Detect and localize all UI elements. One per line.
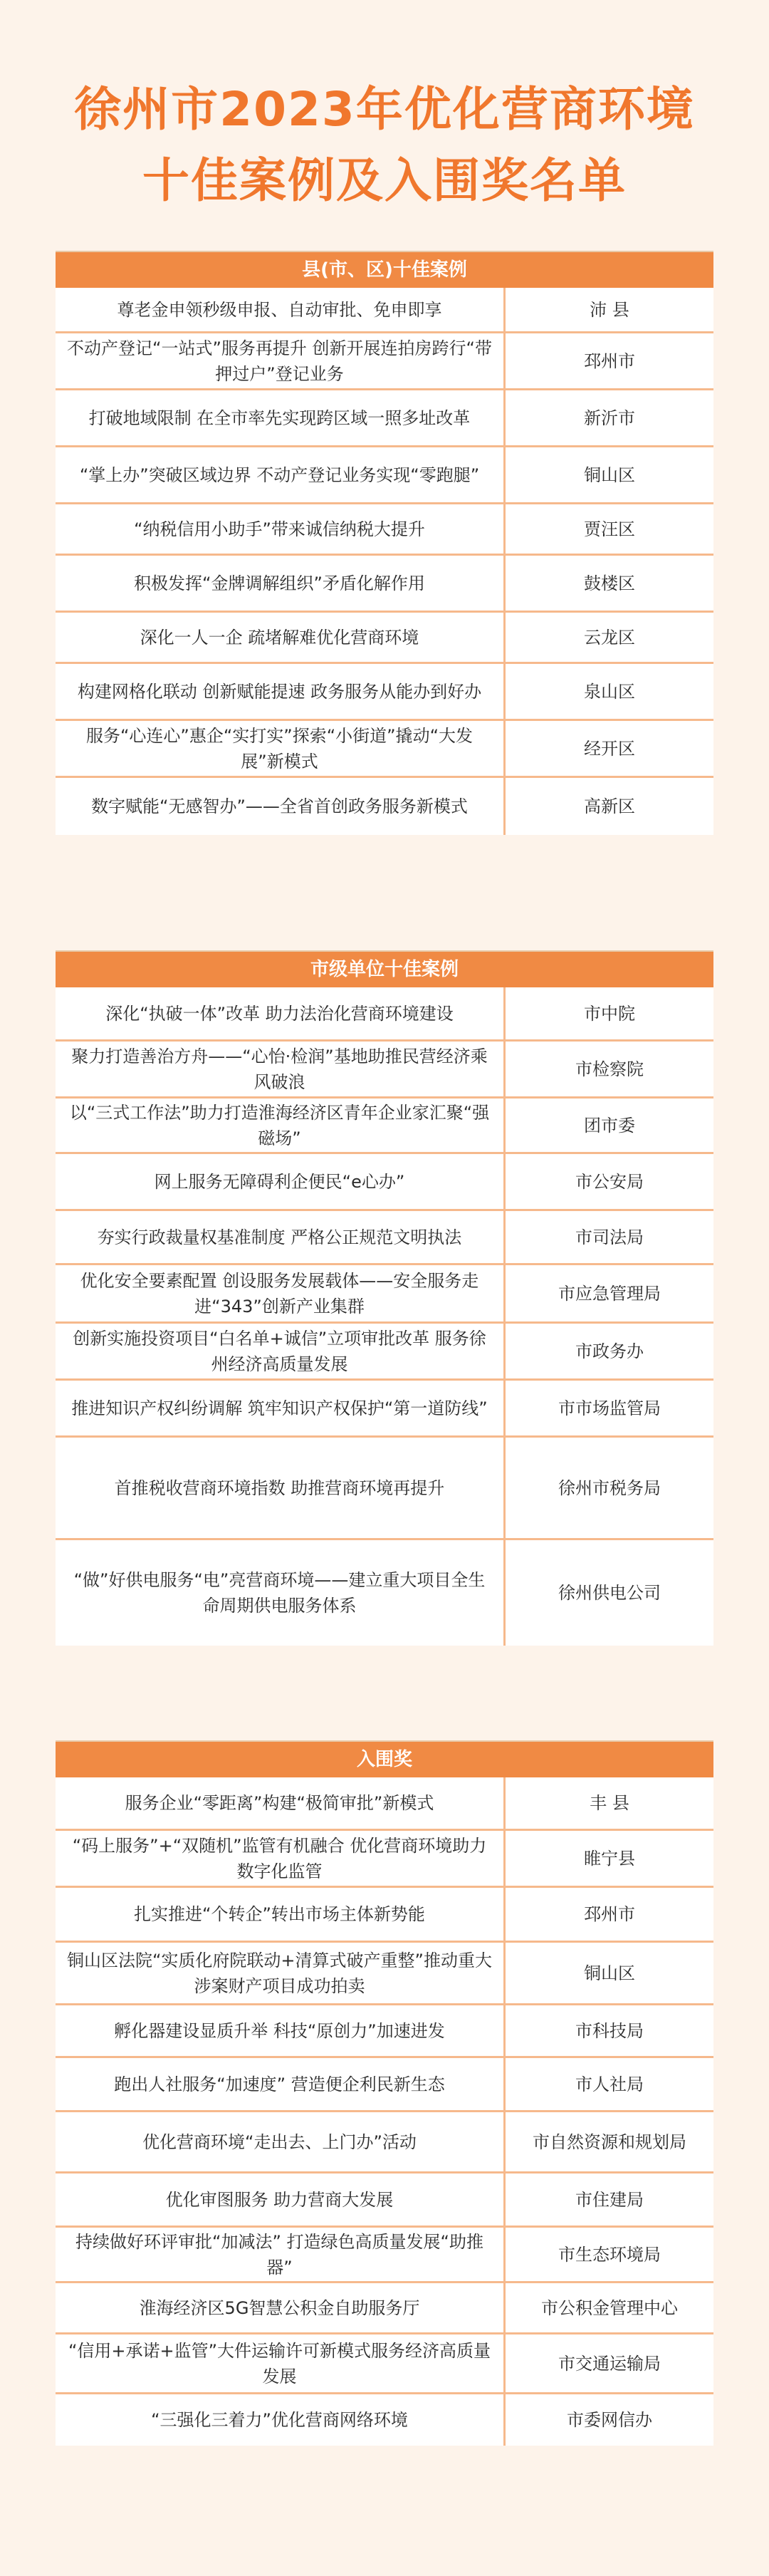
table-row — [56, 613, 713, 664]
table-row — [56, 504, 713, 556]
unit-name-cell: 市司法局 — [575, 1227, 644, 1247]
unit-name-cell: 沛 县 — [590, 299, 629, 320]
table-row — [56, 987, 713, 1042]
unit-name-cell: 市自然资源和规划局 — [533, 2131, 686, 2152]
table-row — [56, 2005, 713, 2058]
case-title-cell: 网上服务无障碍利企便民“e心办” — [56, 1154, 506, 1209]
case-title-cell: 优化营商环境“走出去、上门办”活动 — [56, 2112, 506, 2171]
unit-name-cell: 市交通运输局 — [558, 2353, 661, 2374]
page-title-line1: 徐州市2023年优化营商环境 — [74, 82, 695, 137]
case-title-cell: “纳税信用小助手”带来诚信纳税大提升 — [56, 504, 506, 554]
table-row — [56, 778, 713, 835]
case-title-cell: 服务“心连心”惠企“实打实”探索“小街道”撬动“大发展”新模式 — [56, 721, 506, 776]
table-row — [56, 721, 713, 778]
unit-name-cell: 云龙区 — [584, 627, 635, 648]
unit-name-cell: 邳州市 — [584, 1904, 635, 1924]
table-row — [56, 1438, 713, 1540]
unit-name-cell: 铜山区 — [584, 464, 635, 485]
unit-name-cell: 市检察院 — [575, 1059, 644, 1079]
unit-name-cell: 市市场监管局 — [558, 1398, 661, 1418]
case-title-cell: 服务企业“零距离”构建“极简审批”新模式 — [56, 1777, 506, 1829]
case-title-cell: 持续做好环评审批“加减法” 打造绿色高质量发展“助推器” — [56, 2228, 506, 2281]
table-row — [56, 1777, 713, 1831]
table-row — [56, 2334, 713, 2394]
table-row — [56, 2228, 713, 2283]
unit-name-cell: 丰 县 — [590, 1793, 629, 1813]
unit-name-cell: 贾汪区 — [584, 519, 635, 539]
section-header: 县(市、区)十佳案例 — [56, 252, 713, 288]
table-row — [56, 2283, 713, 2334]
case-title-cell: 首推税收营商环境指数 助推营商环境再提升 — [56, 1438, 506, 1538]
case-title-cell: 数字赋能“无感智办”——全省首创政务服务新模式 — [56, 778, 506, 835]
case-title-cell: 不动产登记“一站式”服务再提升 创新开展连拍房跨行“带押过户”登记业务 — [56, 333, 506, 388]
case-title-cell: 铜山区法院“实质化府院联动+清算式破产重整”推动重大涉案财产项目成功拍卖 — [56, 1943, 506, 2003]
table-row — [56, 1042, 713, 1099]
unit-name-cell: 市中院 — [584, 1003, 635, 1024]
unit-name-cell: 市应急管理局 — [558, 1283, 661, 1304]
case-title-cell: 以“三式工作法”助力打造淮海经济区青年企业家汇聚“强磁场” — [56, 1099, 506, 1152]
case-title-cell: 淮海经济区5G智慧公积金自助服务厅 — [56, 2283, 506, 2332]
unit-name-cell: 泉山区 — [584, 681, 635, 702]
case-title-cell: “信用+承诺+监管”大件运输许可新模式服务经济高质量发展 — [56, 2334, 506, 2392]
table-row — [56, 390, 713, 447]
unit-name-cell: 鼓楼区 — [584, 573, 635, 593]
case-title-cell: 创新实施投资项目“白名单+诚信”立项审批改革 服务徐州经济高质量发展 — [56, 1324, 506, 1378]
unit-name-cell: 市政务办 — [575, 1341, 644, 1361]
unit-name-cell: 市住建局 — [575, 2189, 644, 2210]
case-title-cell: 优化安全要素配置 创设服务发展载体——安全服务走进“343”创新产业集群 — [56, 1265, 506, 1321]
unit-name-cell: 徐州供电公司 — [558, 1583, 661, 1603]
case-title-cell: 打破地域限制 在全市率先实现跨区域一照多址改革 — [56, 390, 506, 445]
table-row — [56, 1943, 713, 2005]
unit-name-cell: 市公安局 — [575, 1171, 644, 1192]
unit-name-cell: 邳州市 — [584, 350, 635, 371]
section-shortlist-awards — [56, 1740, 713, 2446]
case-title-cell: 优化审图服务 助力营商大发展 — [56, 2174, 506, 2226]
case-title-cell: “码上服务”+“双随机”监管有机融合 优化营商环境助力数字化监管 — [56, 1831, 506, 1886]
table-row — [56, 1265, 713, 1324]
unit-name-cell: 高新区 — [584, 796, 635, 816]
case-title-cell: 构建网格化联动 创新赋能提速 政务服务从能办到好办 — [56, 664, 506, 719]
table-row — [56, 2112, 713, 2174]
case-title-cell: “掌上办”突破区域边界 不动产登记业务实现“零跑腿” — [56, 447, 506, 502]
case-title-cell: 聚力打造善治方舟——“心怡·检润”基地助推民营经济乘风破浪 — [56, 1042, 506, 1096]
unit-name-cell: 市生态环境局 — [558, 2244, 661, 2265]
table-row — [56, 1154, 713, 1211]
unit-name-cell: 经开区 — [584, 738, 635, 759]
table-row — [56, 1831, 713, 1888]
table-row — [56, 2394, 713, 2446]
table-row — [56, 1099, 713, 1154]
table-row — [56, 1540, 713, 1646]
unit-name-cell: 团市委 — [584, 1115, 635, 1136]
section-header: 入围奖 — [56, 1742, 713, 1777]
case-title-cell: “三强化三着力”优化营商网络环境 — [56, 2394, 506, 2446]
table-row — [56, 2174, 713, 2228]
unit-name-cell: 徐州市税务局 — [558, 1477, 661, 1498]
table-row — [56, 288, 713, 333]
table-row — [56, 2058, 713, 2112]
unit-name-cell: 市人社局 — [575, 2074, 644, 2094]
table-row — [56, 664, 713, 721]
table-row — [56, 556, 713, 613]
table-row — [56, 1381, 713, 1438]
case-title-cell: 积极发挥“金牌调解组织”矛盾化解作用 — [56, 556, 506, 611]
section-city-unit-cases — [56, 950, 713, 1646]
section-county-cases — [56, 251, 713, 835]
case-title-cell: 孵化器建设显质升举 科技“原创力”加速进发 — [56, 2005, 506, 2056]
unit-name-cell: 市委网信办 — [567, 2410, 652, 2430]
case-title-cell: 深化一人一企 疏堵解难优化营商环境 — [56, 613, 506, 662]
case-title-cell: 深化“执破一体”改革 助力法治化营商环境建设 — [56, 987, 506, 1039]
unit-name-cell: 睢宁县 — [584, 1848, 635, 1869]
case-title-cell: 跑出人社服务“加速度” 营造便企利民新生态 — [56, 2058, 506, 2110]
case-title-cell: 推进知识产权纠纷调解 筑牢知识产权保护“第一道防线” — [56, 1381, 506, 1435]
unit-name-cell: 新沂市 — [584, 407, 635, 428]
table-row — [56, 447, 713, 504]
case-title-cell: 扎实推进“个转企”转出市场主体新势能 — [56, 1888, 506, 1941]
unit-name-cell: 铜山区 — [584, 1963, 635, 1983]
table-row — [56, 1888, 713, 1943]
case-title-cell: 夯实行政裁量权基准制度 严格公正规范文明执法 — [56, 1211, 506, 1263]
page-title — [0, 74, 769, 217]
page-title-line2: 十佳案例及入围奖名单 — [142, 153, 627, 208]
unit-name-cell: 市科技局 — [575, 2020, 644, 2041]
section-header: 市级单位十佳案例 — [56, 952, 713, 987]
table-row — [56, 1211, 713, 1265]
table-row — [56, 1324, 713, 1381]
table-row — [56, 333, 713, 390]
case-title-cell: 尊老金申领秒级申报、自动审批、免申即享 — [56, 288, 506, 331]
case-title-cell: “做”好供电服务“电”亮营商环境——建立重大项目全生命周期供电服务体系 — [56, 1540, 506, 1646]
unit-name-cell: 市公积金管理中心 — [541, 2297, 678, 2318]
